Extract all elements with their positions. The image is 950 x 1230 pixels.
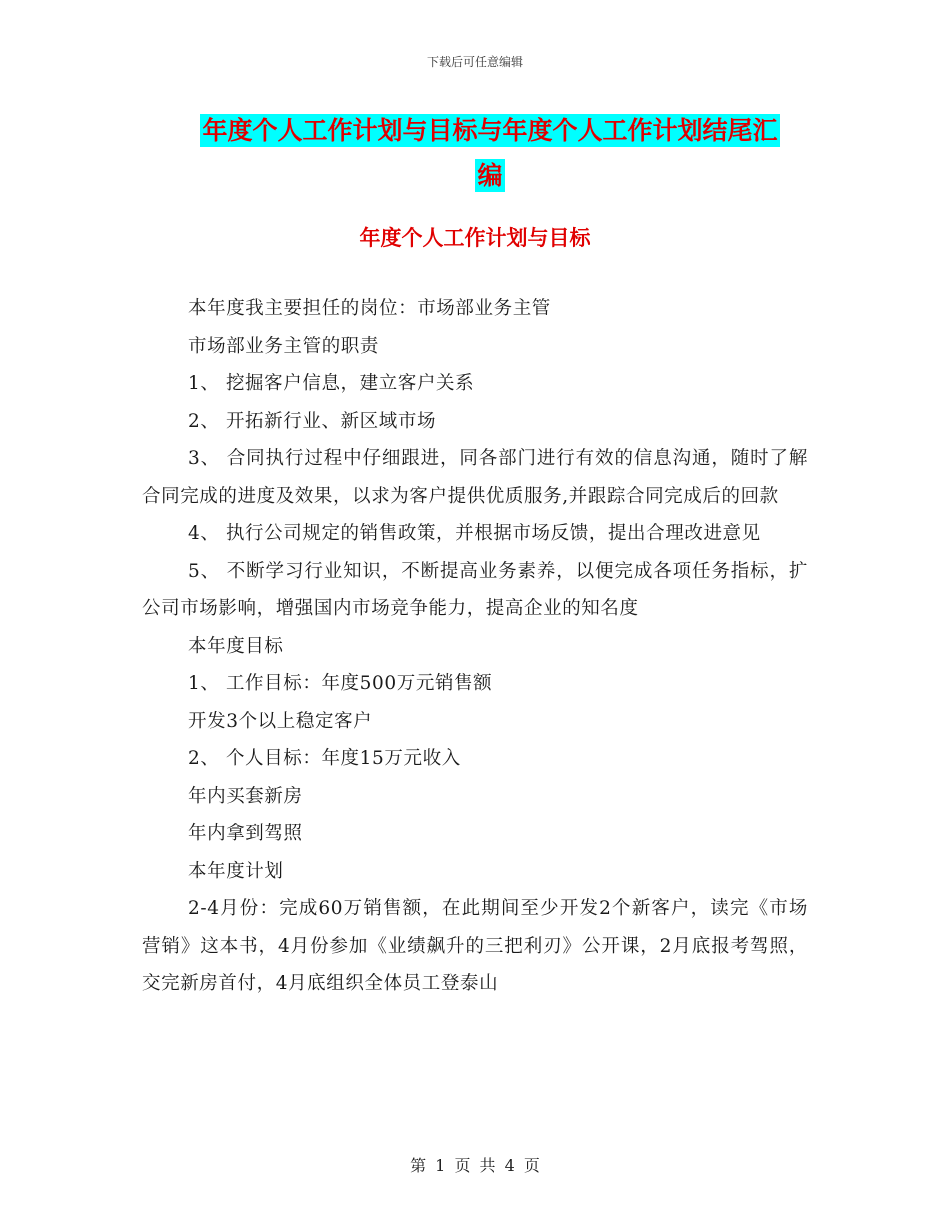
list-item: 1、 工作目标：年度500万元销售额 [188, 673, 493, 694]
list-item: 5、 不断学习行业知识，不断提高业务素养，以便完成各项任务指标，扩公司市场影响，增强国内市场竞争能力，提高企业的知名度 [142, 560, 808, 619]
document-title-line-2: 编 [477, 161, 503, 190]
page-number-footer: 第 1 页 共 4 页 [410, 1156, 540, 1175]
paragraph: 本年度目标 [188, 635, 284, 657]
section-title: 年度个人工作计划与目标 [359, 226, 591, 250]
list-item: 3、 合同执行过程中仔细跟进，同各部门进行有效的信息沟通，随时了解合同完成的进度及效果，以求为客户提供优质服务,并跟踪合同完成后的回款 [142, 448, 808, 507]
document-body [142, 290, 808, 1003]
paragraph: 开发3个以上稳定客户 [188, 710, 373, 732]
page-header-note: 下载后可任意编辑 [426, 55, 523, 69]
list-item: 2、 开拓新行业、新区域市场 [188, 410, 437, 432]
paragraph: 年内拿到驾照 [188, 823, 303, 844]
document-title-line-1: 年度个人工作计划与目标与年度个人工作计划结尾汇 [202, 116, 778, 145]
document-title [160, 108, 820, 198]
list-item: 4、 执行公司规定的销售政策，并根据市场反馈，提出合理改进意见 [188, 523, 761, 544]
paragraph: 本年度计划 [188, 860, 284, 882]
paragraph: 本年度我主要担任的岗位：市场部业务主管 [188, 298, 551, 319]
paragraph: 2-4月份：完成60万销售额，在此期间至少开发2个新客户，读完《市场营销》这本书，4月份参加《业绩飙升的三把利刃》公开课，2月底报考驾照，交完新房首付，4月底组织全体员工登泰山 [142, 898, 808, 994]
paragraph: 市场部业务主管的职责 [188, 335, 380, 357]
paragraph: 年内买套新房 [188, 785, 303, 807]
list-item: 2、 个人目标：年度15万元收入 [188, 748, 461, 769]
list-item: 1、 挖掘客户信息，建立客户关系 [188, 373, 475, 394]
